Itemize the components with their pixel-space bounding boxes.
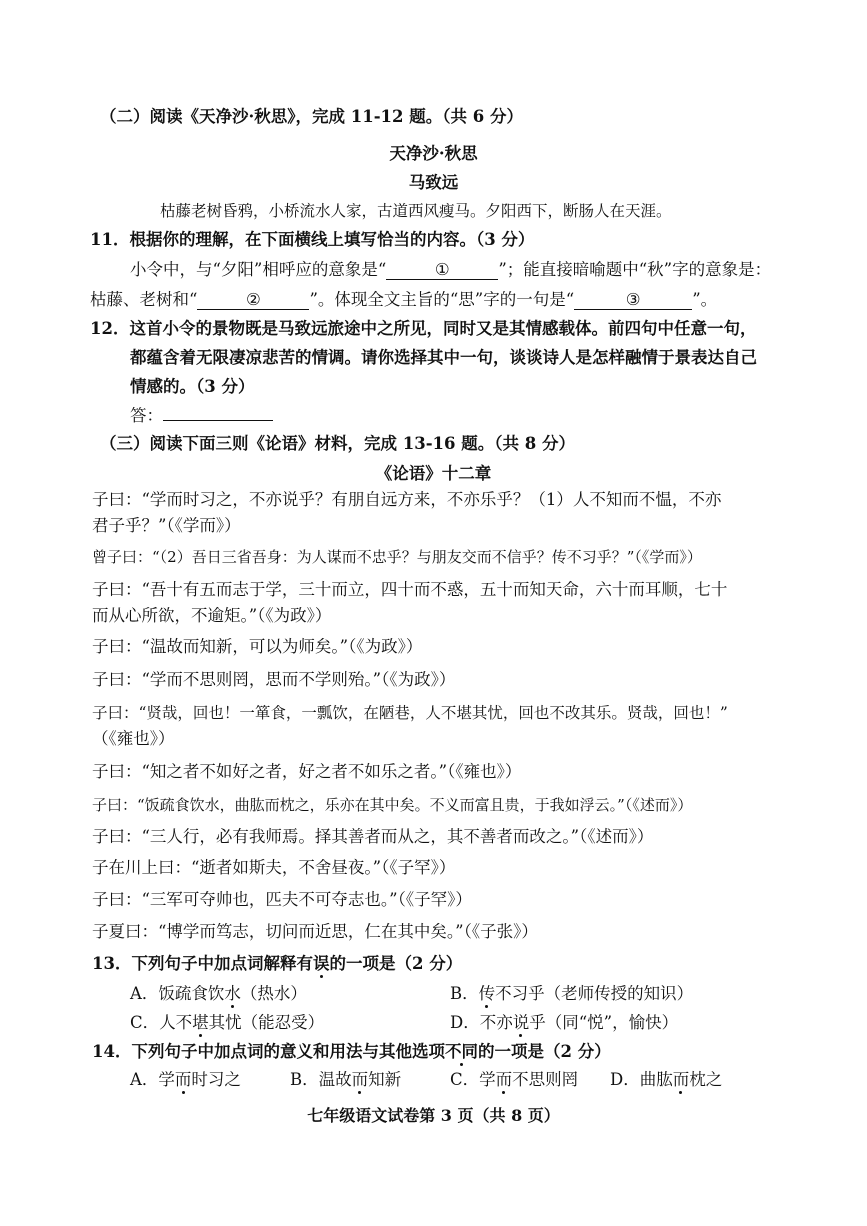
lunyu-chapter-3b: 而从心所欲，不逾矩。”（《为政》） — [92, 606, 332, 625]
q11-blank-2[interactable]: ② — [197, 291, 309, 310]
q14-option-b[interactable] — [290, 1069, 401, 1091]
page-footer: 七年级语文试卷第 3 页（共 8 页） — [307, 1106, 560, 1125]
q14-option-a[interactable] — [130, 1069, 241, 1091]
q14-option-d[interactable] — [610, 1069, 722, 1091]
q13-c-post: 其忧（能忍受） — [208, 1013, 325, 1032]
q14-d-pre: D．曲肱 — [610, 1070, 673, 1089]
lunyu-chapter-5: 子曰：“学而不思则罔，思而不学则殆。”（《为政》） — [92, 670, 456, 689]
section-2-heading: （二）阅读《天净沙·秋思》，完成 11-12 题。（共 6 分） — [100, 107, 523, 126]
q14-a-dot: 而 — [174, 1070, 192, 1089]
lunyu-chapter-1a: 子曰：“学而时习之，不亦说乎？有朋自远方来，不亦乐乎？（1）人不知而不愠，不亦 — [92, 490, 722, 509]
q13-stem — [92, 953, 462, 975]
q11-text-2b: ”。体现全文主旨的“思”字的一句是“ — [309, 290, 575, 309]
poem-text: 枯藤老树昏鸦，小桥流水人家，古道西风瘦马。夕阳西下，断肠人在天涯。 — [160, 202, 672, 220]
q14-a-post: 时习之 — [191, 1070, 241, 1089]
q12-answer-blank[interactable] — [163, 420, 273, 421]
q11-blank-3[interactable]: ③ — [574, 291, 692, 310]
q14-c-post: 不思则罔 — [512, 1070, 579, 1089]
lunyu-chapter-11: 子曰：“三军可夺帅也，匹夫不可夺志也。”（《子罕》） — [92, 890, 472, 909]
q13-c-dot: 堪 — [192, 1013, 209, 1032]
lunyu-chapter-4: 子曰：“温故而知新，可以为师矣。”（《为政》） — [92, 637, 423, 656]
lunyu-chapter-8: 子曰：“饭疏食饮水，曲肱而枕之，乐亦在其中矣。不义而富且贵，于我如浮云。”（《述而》） — [92, 796, 693, 814]
q14-stem-a: 14．下列句子中加点词的意义和用法与其他选项 — [92, 1042, 445, 1061]
lunyu-title: 《论语》十二章 — [375, 464, 492, 483]
lunyu-chapter-7: 子曰：“知之者不如好之者，好之者不如乐之者。”（《雍也》） — [92, 762, 522, 781]
q13-option-d[interactable] — [450, 1012, 678, 1034]
q11-text-1a: 小令中，与“夕阳”相呼应的意象是“ — [130, 260, 387, 279]
q11-line-2 — [90, 289, 717, 311]
q11-text-2a: 枯藤、老树和“ — [90, 290, 198, 309]
q12-answer — [130, 405, 273, 427]
poem-title: 天净沙·秋思 — [389, 144, 478, 163]
lunyu-chapter-6b: （《雍也》） — [92, 729, 175, 748]
lunyu-chapter-9: 子曰：“三人行，必有我师焉。择其善者而从之，其不善者而改之。”（《述而》） — [92, 827, 654, 846]
q14-b-dot: 而 — [351, 1070, 369, 1089]
q13-b-post: 不习乎（老师传授的知识） — [495, 984, 694, 1003]
lunyu-chapter-2: 曾子曰：“（2）吾日三省吾身：为人谋而不忠乎？与朋友交而不信乎？传不习乎？”（《学而》） — [92, 548, 702, 566]
q14-option-c[interactable] — [450, 1069, 578, 1091]
q14-stem-dotted: 不同 — [444, 1042, 478, 1061]
poem-author: 马致远 — [408, 173, 459, 192]
q13-stem-b: 的一项是（2 分） — [329, 954, 463, 973]
lunyu-chapter-3a: 子曰：“吾十有五而志于学，三十而立，四十而不惑，五十而知天命，六十而耳顺，七十 — [92, 580, 728, 599]
lunyu-chapter-10: 子在川上曰：“逝者如斯夫，不舍昼夜。”（《子罕》） — [92, 858, 456, 877]
q11-blank-1[interactable]: ① — [386, 261, 498, 280]
q12-line-1: 12．这首小令的景物既是马致远旅途中之所见，同时又是其情感载体。前四句中任意一句， — [90, 319, 757, 338]
section-3-heading: （三）阅读下面三则《论语》材料，完成 13-16 题。（共 8 分） — [100, 434, 575, 453]
q14-stem-b: 的一项是（2 分） — [477, 1042, 611, 1061]
q12-line-3: 情感的。（3 分） — [130, 377, 255, 396]
q14-c-dot: 而 — [495, 1070, 513, 1089]
q13-d-pre: D．不亦 — [450, 1013, 513, 1032]
q14-stem — [92, 1041, 611, 1063]
q14-c-pre: C．学 — [450, 1070, 496, 1089]
q14-a-pre: A．学 — [130, 1070, 175, 1089]
q12-line-2: 都蕴含着无限凄凉悲苦的情调。请你选择其中一句，谈谈诗人是怎样融情于景表达自己 — [130, 348, 757, 367]
q11-stem: 11．根据你的理解，在下面横线上填写恰当的内容。（3 分） — [90, 230, 535, 249]
q14-d-post: 枕之 — [689, 1070, 723, 1089]
q13-d-dot: 说 — [512, 1013, 530, 1032]
q13-a-post: （热水） — [240, 984, 307, 1003]
q14-b-post: 知新 — [368, 1070, 402, 1089]
q14-b-pre: B．温故 — [290, 1070, 352, 1089]
q13-stem-dotted: 误 — [312, 954, 330, 973]
lunyu-chapter-1b: 君子乎？”（《学而》） — [92, 516, 241, 535]
q11-text-2c: ”。 — [692, 290, 718, 309]
q11-text-1b: ”；能直接暗喻题中“秋”字的意象是： — [498, 260, 772, 279]
q13-stem-a: 13．下列句子中加点词解释有 — [92, 954, 313, 973]
lunyu-chapter-6a: 子曰：“贤哉，回也！一箪食，一瓢饮，在陋巷，人不堪其忧，回也不改其乐。贤哉，回也！” — [92, 704, 728, 722]
q13-d-post: 乎（同“悦”，愉快） — [529, 1013, 679, 1032]
q13-a-pre: A．饭疏食饮 — [130, 984, 225, 1003]
q14-d-dot: 而 — [672, 1070, 690, 1089]
lunyu-chapter-12: 子夏曰：“博学而笃志，切问而近思，仁在其中矣。”（《子张》） — [92, 922, 538, 941]
q13-option-b[interactable] — [450, 983, 693, 1005]
q13-b-dot: 传 — [478, 984, 496, 1003]
q13-a-dot: 水 — [224, 984, 241, 1003]
q11-line-1 — [130, 259, 771, 281]
q13-b-pre: B． — [450, 984, 479, 1003]
q13-c-pre: C．人不 — [130, 1013, 193, 1032]
q13-option-a[interactable] — [130, 983, 307, 1005]
q13-option-c[interactable] — [130, 1012, 324, 1034]
q12-answer-label: 答： — [130, 406, 163, 425]
